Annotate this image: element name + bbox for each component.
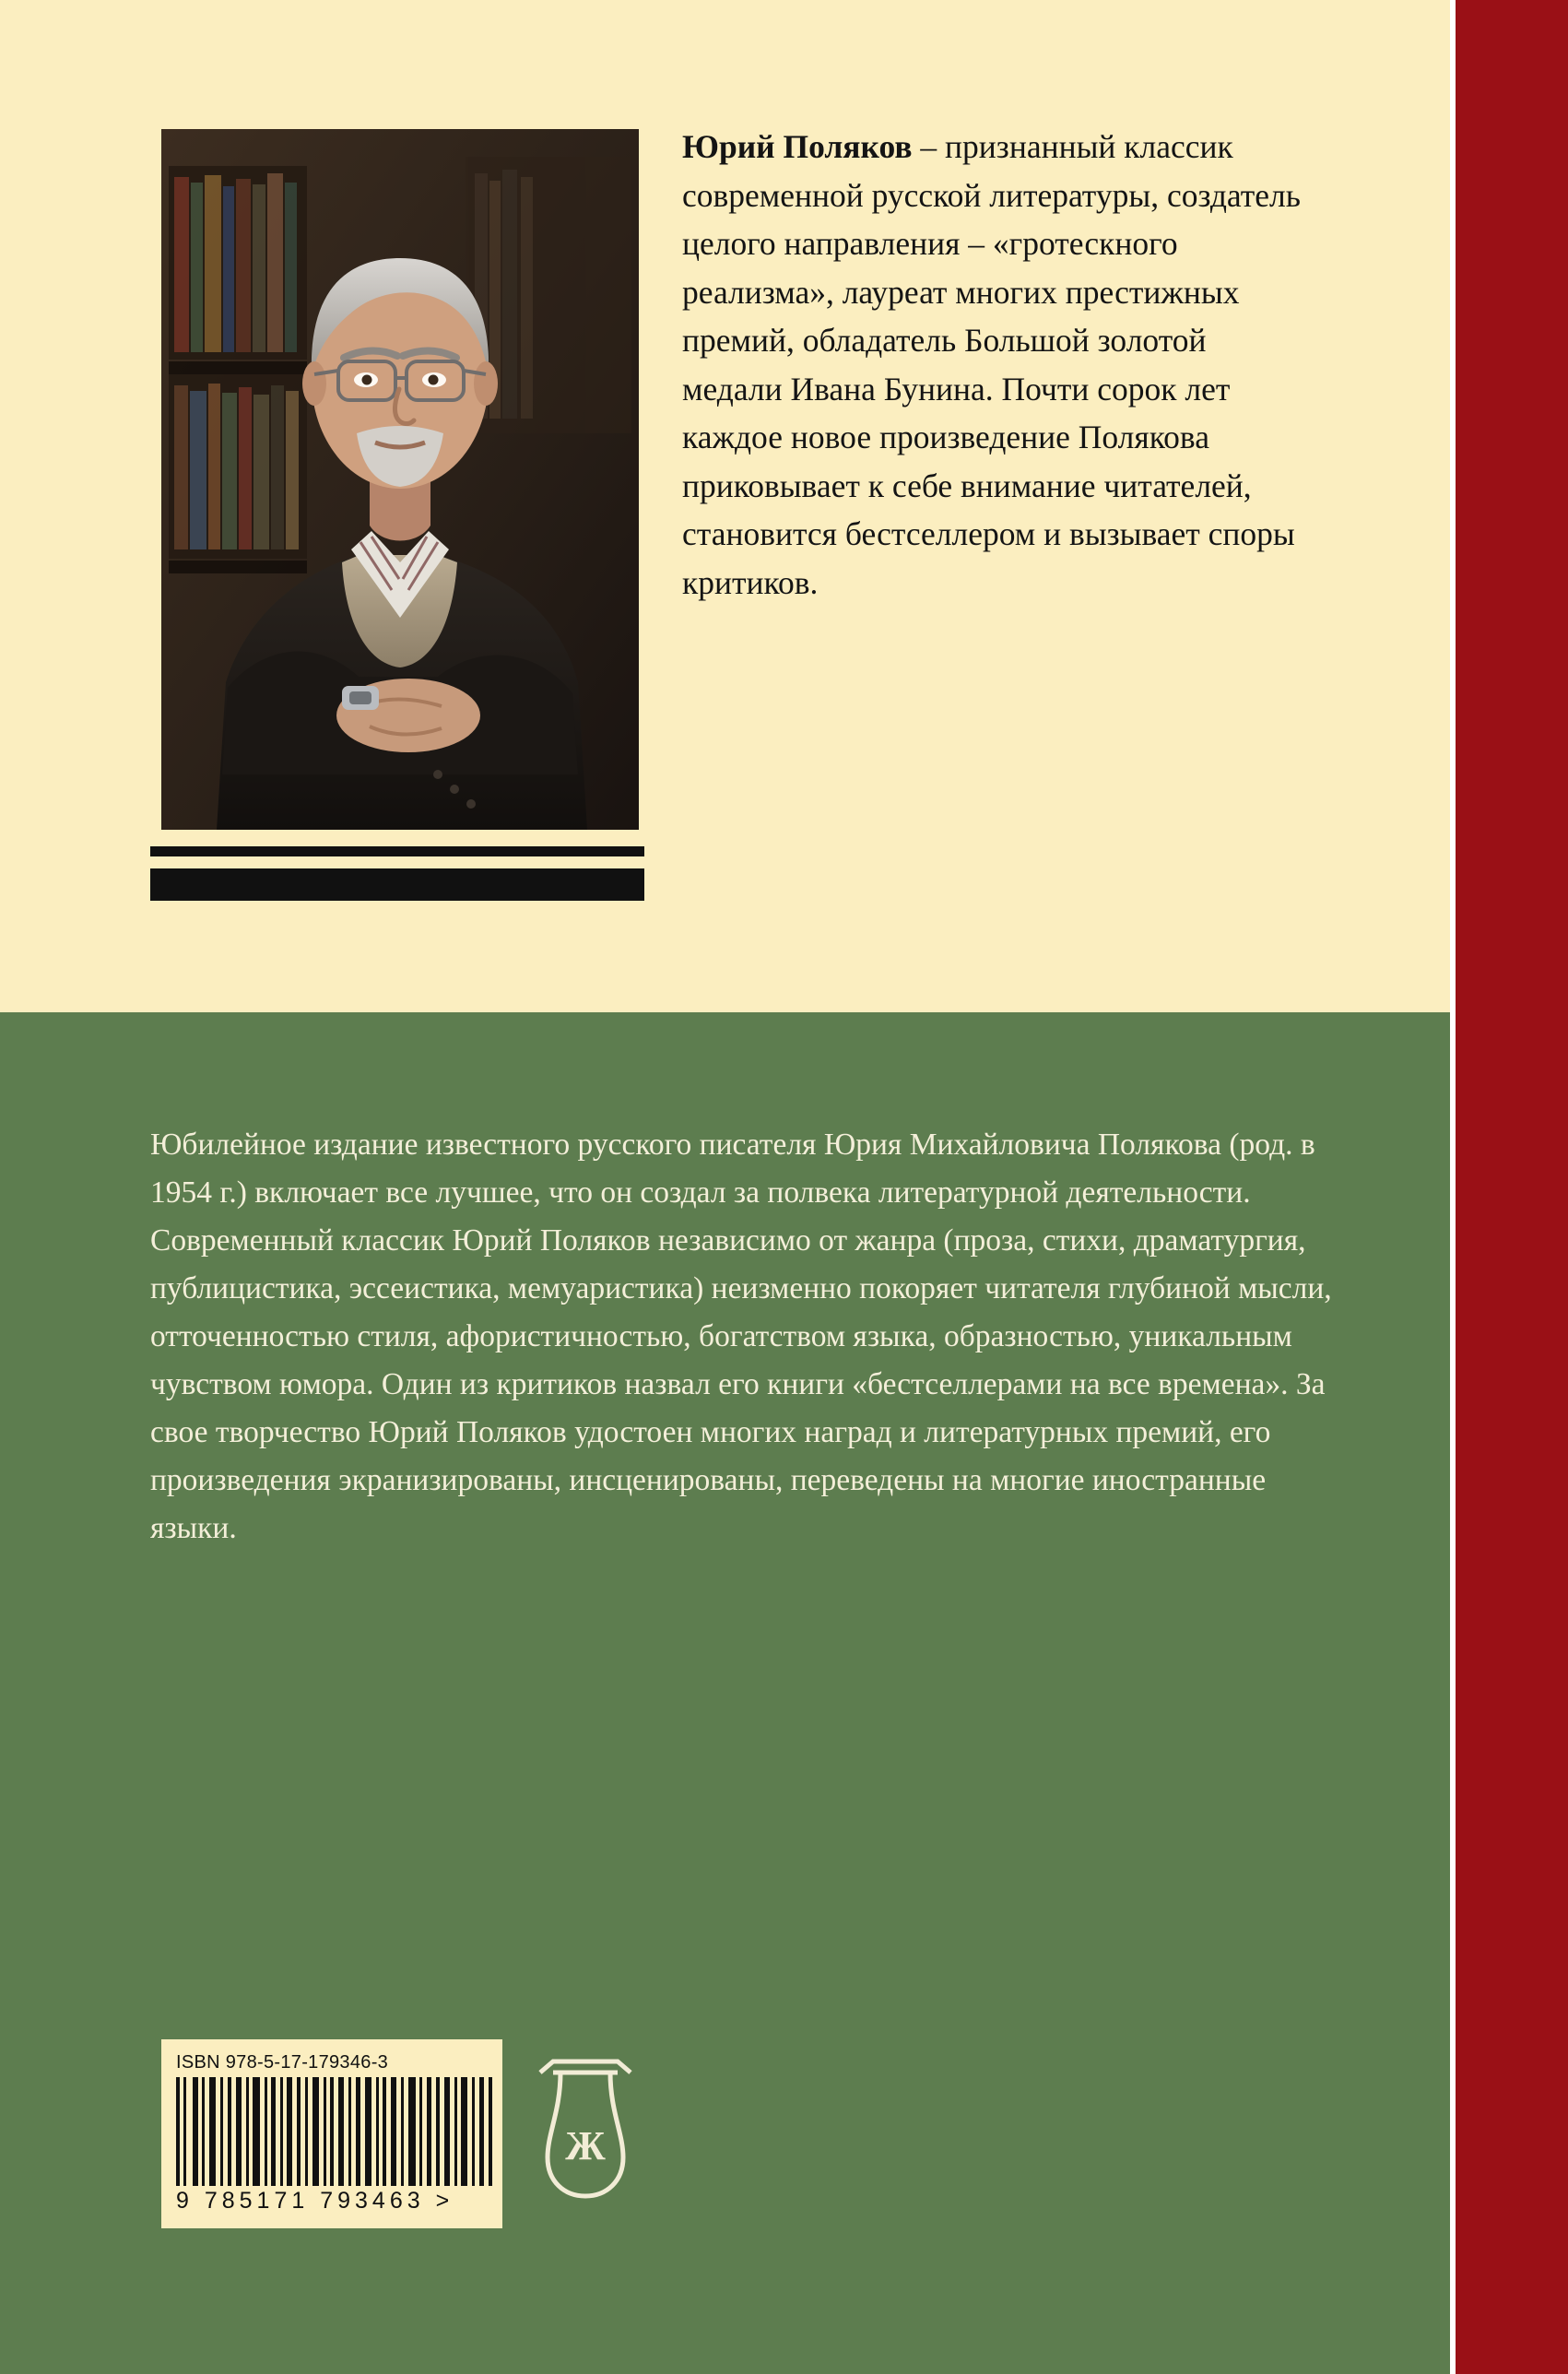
- isbn-label: ISBN 978-5-17-179346-3: [176, 2052, 389, 2073]
- barcode-bars: [176, 2077, 493, 2186]
- svg-text:Ж: Ж: [565, 2123, 606, 2168]
- book-annotation: Юбилейное издание известного русского писателя Юрия Михайловича Полякова (род. в 1954 г.) включает все лучшее, что он создал за полвека литературной деятельности. Современный классик Юрий Поляков независимо от жанра (проза, стихи, драматургия, публицистика, эссеистика, мемуаристика) неизменно покоряет читателя глубиной мысли, отточенностью стиля, афористичностью, богатством языка, образностью, уникальным чувством юмора. Один из критиков назвал его книги «бестселлерами на все времена». За свое творчество Юрий Поляков удостоен многих наград и литературных премий, его произведения экранизированы, инсценированы, переведены на многие иностранные языки.: [150, 1128, 1332, 1545]
- author-bio-text: – признанный классик современной русской литературы, создатель целого направления – «гротескного реализма», лауреат многих престижных премий, обладатель Большой золотой медали Ивана Бунина. Почти сорок лет каждое новое произведение Полякова приковывает к себе внимание читателей, становится бестселлером и вызывает споры критиков.: [682, 128, 1301, 601]
- author-portrait: [161, 129, 639, 830]
- author-bio: [682, 123, 1309, 607]
- barcode-block: [161, 2039, 502, 2228]
- ast-publisher-logo: [535, 2056, 636, 2213]
- author-name: Юрий Поляков: [682, 128, 913, 165]
- divider-rule-thick: [150, 868, 644, 901]
- barcode-digits: 9 785171 793463 >: [176, 2188, 454, 2214]
- book-spine: [1456, 0, 1568, 2374]
- divider-rule-thin: [150, 846, 644, 856]
